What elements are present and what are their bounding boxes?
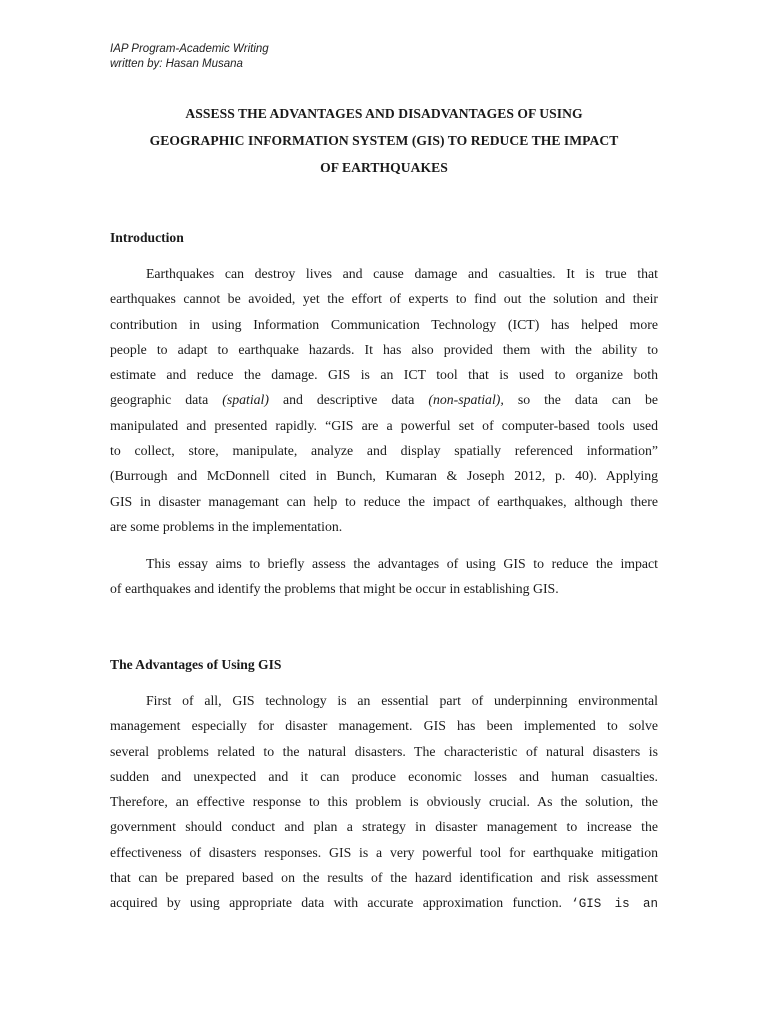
title-line-2: GEOGRAPHIC INFORMATION SYSTEM (GIS) TO REDUCE THE IMPACT bbox=[149, 133, 619, 148]
text-line: sudden and unexpected and it can produce economic losses and human casualties. bbox=[110, 768, 658, 784]
text-line: Earthquakes can destroy lives and cause damage and casualties. It is true that bbox=[146, 266, 658, 281]
text-run: so the data can be bbox=[503, 392, 658, 408]
text-run-italic: (spatial) bbox=[222, 392, 269, 408]
text-line: to collect, store, manipulate, analyze and display spatially referenced information” bbox=[110, 443, 658, 459]
text-run-italic: (non-spatial), bbox=[428, 392, 504, 408]
text-line: (Burrough and McDonnell cited in Bunch, Kumaran & Joseph 2012, p. 40). Applying bbox=[110, 468, 658, 484]
text-run-mono: ‘GIS is an bbox=[571, 897, 658, 912]
text-line: contribution in using Information Communication Technology (ICT) has helped more bbox=[110, 316, 658, 332]
text-line: manipulated and presented rapidly. “GIS are a powerful set of computer-based tools used bbox=[110, 417, 658, 433]
header-author: written by: Hasan Musana bbox=[110, 58, 243, 70]
heading-introduction: Introduction bbox=[110, 230, 184, 245]
text-line: government should conduct and plan a strategy in disaster management to increase the bbox=[110, 819, 658, 835]
text-line: GIS in disaster managemant can help to reduce the impact of earthquakes, although there bbox=[110, 493, 658, 509]
text-line: estimate and reduce the damage. GIS is an ICT tool that is used to organize both bbox=[110, 367, 658, 383]
header-program: IAP Program-Academic Writing bbox=[110, 43, 269, 55]
text-line: Therefore, an effective response to this problem is obviously crucial. As the solution, the bbox=[110, 794, 658, 810]
running-header bbox=[110, 42, 269, 72]
text-line: earthquakes cannot be avoided, yet the effort of experts to find out the solution and their bbox=[110, 291, 658, 307]
text-line: people to adapt to earthquake hazards. It has also provided them with the ability to bbox=[110, 341, 658, 357]
essay-title bbox=[110, 100, 658, 181]
title-line-3: OF EARTHQUAKES bbox=[320, 160, 448, 175]
text-line: of earthquakes and identify the problems that might be occur in establishing GIS. bbox=[110, 581, 559, 597]
text-line: that can be prepared based on the results of the hazard identification and risk assessment bbox=[110, 870, 658, 886]
text-line: several problems related to the natural disasters. The characteristic of natural disasters is bbox=[110, 743, 658, 759]
text-line: are some problems in the implementation. bbox=[110, 518, 343, 534]
advantages-paragraph-1 bbox=[110, 688, 658, 916]
text-run: acquired by using appropriate data with accurate approximation function. bbox=[110, 895, 572, 911]
intro-paragraph-2 bbox=[110, 551, 658, 602]
intro-paragraph-1 bbox=[110, 261, 658, 539]
text-line bbox=[110, 387, 658, 412]
title-line-1: ASSESS THE ADVANTAGES AND DISADVANTAGES OF USING bbox=[185, 106, 583, 121]
heading-advantages: The Advantages of Using GIS bbox=[110, 657, 282, 672]
text-run: geographic data bbox=[110, 392, 223, 408]
text-line: management especially for disaster management. GIS has been implemented to solve bbox=[110, 718, 658, 734]
text-line: First of all, GIS technology is an essential part of underpinning environmental bbox=[146, 693, 658, 708]
text-line: This essay aims to briefly assess the advantages of using GIS to reduce the impact bbox=[146, 556, 658, 571]
text-line bbox=[110, 890, 658, 915]
text-run: and descriptive data bbox=[269, 392, 429, 408]
text-line: effectiveness of disasters responses. GIS is a very powerful tool for earthquake mitigation bbox=[110, 844, 658, 860]
